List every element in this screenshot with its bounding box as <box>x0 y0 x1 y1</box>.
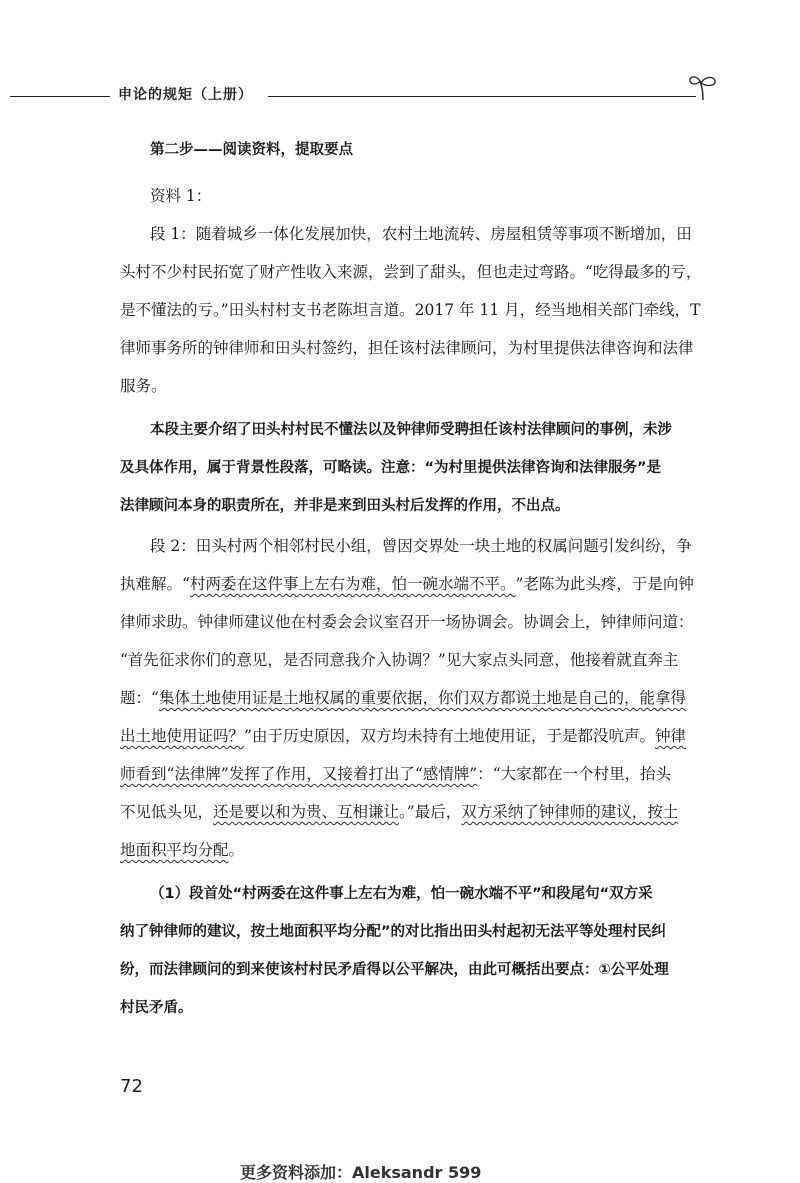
wavy-underline-phrase: 双方采纳了钟律师的建议，按土 <box>461 803 679 821</box>
wavy-underline-phrase: 还是要以和为贵、互相谦让 <box>213 803 400 821</box>
analysis2-line: 纳了钟律师的建议，按土地面积平均分配”的对比指出田头村起初无法平等处理村民纠 <box>120 924 667 940</box>
section-heading: 第二步——阅读资料，提取要点 <box>150 142 353 158</box>
analysis2-line: 村民矛盾。 <box>120 1000 193 1016</box>
material-label: 资料 1： <box>150 187 212 205</box>
analysis1-line: 本段主要介绍了田头村村民不懂法以及钟律师受聘担任该村法律顾问的事例，未涉 <box>150 422 672 438</box>
wavy-underline-phrase: 钟律 <box>654 727 686 745</box>
page-number: 72 <box>120 1076 143 1097</box>
wavy-underline-phrase: 出土地使用证吗？ <box>120 727 245 745</box>
wavy-underline-phrase: 村两委在这件事上左右为难，怕一碗水端不平。 <box>189 575 516 593</box>
para1-line: 头村不少村民拓宽了财产性收入来源，尝到了甜头，但也走过弯路。“吃得最多的亏， <box>120 263 702 281</box>
para1-line: 段 1：随着城乡一体化发展加快，农村土地流转、房屋租赁等事项不断增加，田 <box>150 225 692 243</box>
wavy-underline-phrase: 地面积平均分配 <box>120 841 229 859</box>
para2-line: 执难解。“ 村两委在这件事上左右为难，怕一碗水端不平。 ”老陈为此头疼，于是向钟 <box>120 572 720 596</box>
para1-line: 服务。 <box>120 377 167 395</box>
para2-line: 段 2：田头村两个相邻村民小组，曾因交界处一块土地的权属问题引发纠纷，争 <box>150 537 692 555</box>
cut-off-footer: 更多资料添加：Aleksandr 599 <box>240 1163 482 1182</box>
analysis1-line: 法律顾问本身的职责所在，并非是来到田头村后发挥的作用，不出点。 <box>120 498 570 514</box>
wavy-underline-phrase: 集体土地使用证是土地权属的重要依据，你们双方都说土地是自己的，能拿得 <box>158 689 686 707</box>
header-rule-right <box>268 96 696 97</box>
running-header-title: 申论的规矩（上册） <box>118 87 253 103</box>
para2-line: 律师求助。钟律师建议他在村委会会议室召开一场协调会。协调会上，钟律师问道： <box>120 613 694 631</box>
analysis1-line: 及具体作用，属于背景性段落，可略读。注意：“为村里提供法律咨询和法律服务”是 <box>120 460 662 476</box>
para2-line: 出土地使用证吗？ ”由于历史原因，双方均未持有土地使用证，于是都没吭声。 钟律 <box>120 724 720 748</box>
para2-line: 不见低头见， 还是要以和为贵、互相谦让 。”最后， 双方采纳了钟律师的建议，按土 <box>120 800 720 824</box>
wavy-underline-phrase: 师看到“法律牌”发挥了作用，又接着打出了“感情牌” <box>120 765 478 783</box>
header-rule-left <box>10 96 110 97</box>
sprout-icon <box>686 72 720 102</box>
para2-line: 题：“ 集体土地使用证是土地权属的重要依据，你们双方都说土地是自己的，能拿得 <box>120 686 720 710</box>
para2-line: “首先征求你们的意见，是否同意我介入协调？”见大家点头同意，他接着就直奔主 <box>120 651 679 669</box>
para1-line: 是不懂法的亏。”田头村村支书老陈坦言道。2017 年 11 月，经当地相关部门牵线，T <box>120 301 701 319</box>
analysis2-line: 纷，而法律顾问的到来使该村村民矛盾得以公平解决，由此可概括出要点：①公平处理 <box>120 962 669 978</box>
analysis2-line: （1）段首处“村两委在这件事上左右为难，怕一碗水端不平”和段尾句“双方采 <box>150 886 653 902</box>
para2-line: 师看到“法律牌”发挥了作用，又接着打出了“感情牌” ：“大家都在一个村里，抬头 <box>120 762 720 786</box>
para2-line: 地面积平均分配 。 <box>120 838 720 862</box>
para1-line: 律师事务所的钟律师和田头村签约，担任该村法律顾问，为村里提供法律咨询和法律 <box>120 339 694 357</box>
